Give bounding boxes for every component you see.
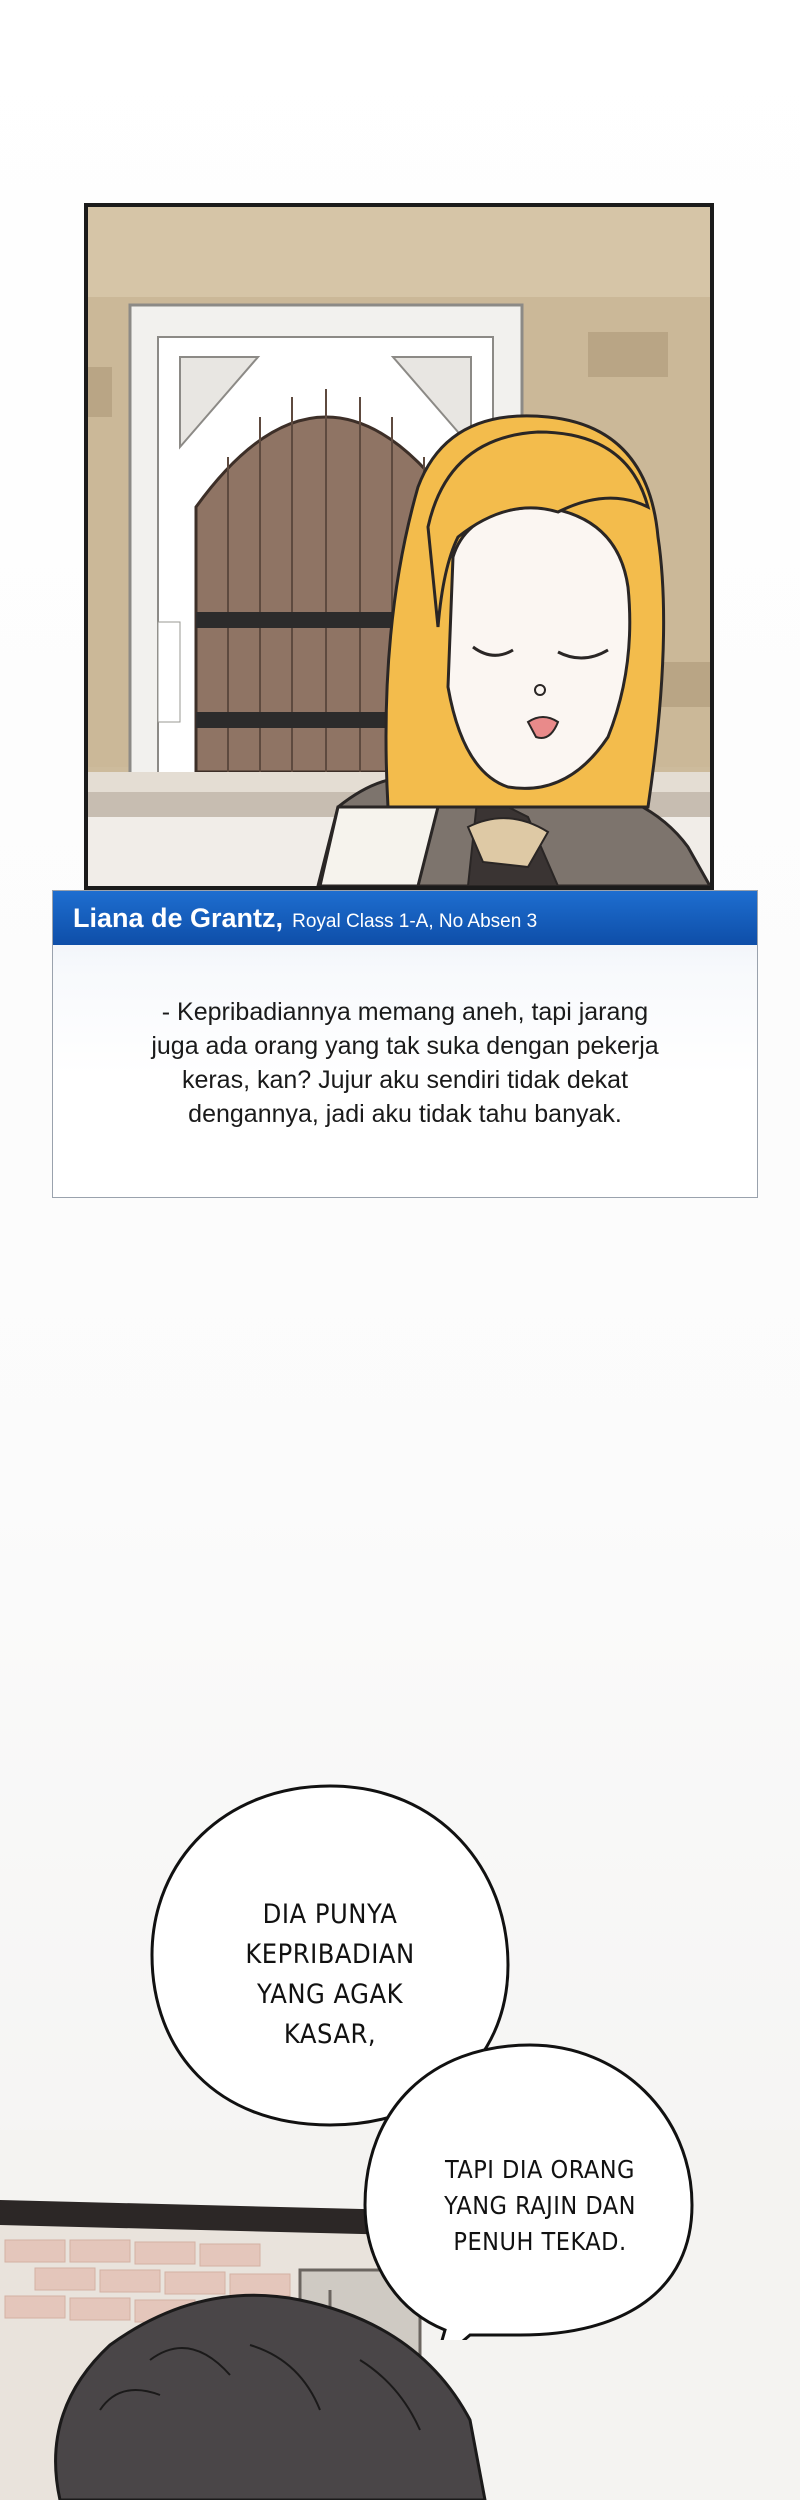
panel-illustration [88, 207, 710, 886]
speech-bubble-2-text [410, 2152, 670, 2260]
bubble-line: YANG AGAK [256, 1979, 404, 2010]
bubble-line: TAPI DIA ORANG [445, 2155, 635, 2184]
bubble-line: YANG RAJIN DAN [444, 2191, 636, 2220]
speech-bubbles [0, 1780, 800, 2340]
character-class: Royal Class 1-A, No Absen 3 [292, 911, 538, 932]
character-name: Liana de Grantz, [73, 903, 284, 933]
bubble-line: PENUH TEKAD. [453, 2227, 627, 2256]
character-caption-box [52, 890, 758, 1198]
bubble-line: KEPRIBADIAN [245, 1939, 415, 1970]
comic-panel [84, 203, 714, 890]
caption-line: - Kepribadiannya memang aneh, tapi jarang [161, 998, 649, 1026]
bubble-line: DIA PUNYA [262, 1899, 398, 1930]
caption-header [53, 891, 757, 945]
caption-line: dengannya, jadi aku tidak tahu banyak. [188, 1100, 622, 1128]
caption-quote [93, 995, 717, 1131]
bubble-line: KASAR, [283, 2019, 377, 2050]
caption-line: juga ada orang yang tak suka dengan pekerja [151, 1032, 659, 1060]
speech-bubble-1-text [205, 1895, 455, 2055]
caption-line: keras, kan? Jujur aku sendiri tidak dekat [181, 1066, 629, 1094]
